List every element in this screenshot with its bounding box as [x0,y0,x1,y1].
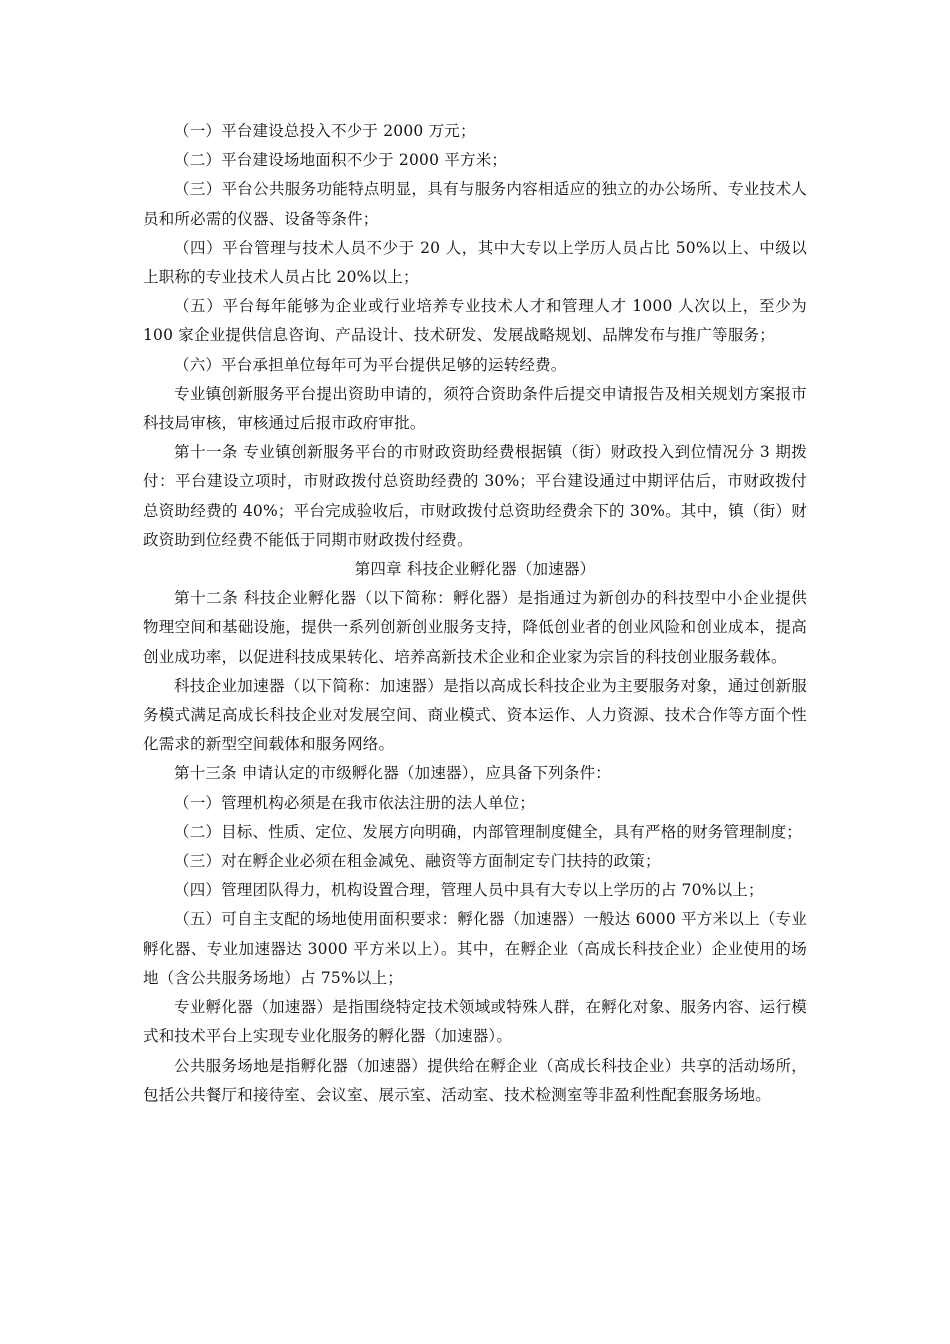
paragraph-condition-1: （一）管理机构必须是在我市依法注册的法人单位； [174,793,536,812]
paragraph-article-12: 第十二条 科技企业孵化器（以下简称：孵化器）是指通过为新创办的科技型中小企业提供物理空间和基础设施，提供一系列创新创业服务支持，降低创业者的创业风险和创业成本，提高创业成功率，以促进科技成果转化、培养高新技术企业和企业家为宗旨的科技创业服务载体。 [143,589,807,666]
paragraph-condition-3: （三）对在孵企业必须在租金减免、融资等方面制定专门扶持的政策； [174,852,661,871]
paragraph-condition-4: （四）管理团队得力，机构设置合理，管理人员中具有大专以上学历的占 70%以上； [174,881,764,900]
paragraph-condition-2: （二）目标、性质、定位、发展方向明确，内部管理制度健全，具有严格的财务管理制度； [174,822,803,841]
paragraph-clause-4: （四）平台管理与技术人员不少于 20 人，其中大专以上学历人员占比 50%以上、中级以上职称的专业技术人员占比 20%以上； [143,238,807,287]
paragraph-clause-2: （二）平台建设场地面积不少于 2000 平方米； [174,151,508,170]
paragraph-application-note: 专业镇创新服务平台提出资助申请的，须符合资助条件后提交申请报告及相关规划方案报市科技局审核，审核通过后报市政府审批。 [143,384,807,433]
paragraph-clause-1: （一）平台建设总投入不少于 2000 万元； [174,122,476,140]
paragraph-accelerator-definition: 科技企业加速器（以下简称：加速器）是指以高成长科技企业为主要服务对象，通过创新服务模式满足高成长科技企业对发展空间、商业模式、资本运作、人力资源、技术合作等方面个性化需求的新型空间载体和服务网络。 [143,676,807,754]
paragraph-public-service-space: 公共服务场地是指孵化器（加速器）提供给在孵企业（高成长科技企业）共享的活动场所，包括公共餐厅和接待室、会议室、展示室、活动室、技术检测室等非盈利性配套服务场地。 [143,1056,807,1104]
paragraph-clause-5: （五）平台每年能够为企业或行业培养专业技术人才和管理人才 1000 人次以上，至少为 100 家企业提供信息咨询、产品设计、技术研发、发展战略规划、品牌发布与推广等服务； [143,297,807,345]
chapter-heading: 第四章 科技企业孵化器（加速器） [354,560,596,579]
paragraph-specialized-incubator: 专业孵化器（加速器）是指围绕特定技术领域或特殊人群，在孵化对象、服务内容、运行模式和技术平台上实现专业化服务的孵化器（加速器）。 [143,998,807,1046]
paragraph-article-13: 第十三条 申请认定的市级孵化器（加速器），应具备下列条件： [174,764,611,783]
paragraph-clause-6: （六）平台承担单位每年可为平台提供足够的运转经费。 [174,355,567,374]
document-body [143,117,807,1110]
paragraph-clause-3: （三）平台公共服务功能特点明显，具有与服务内容相适应的独立的办公场所、专业技术人员和所必需的仪器、设备等条件； [143,180,807,228]
paragraph-condition-5: （五）可自主支配的场地使用面积要求：孵化器（加速器）一般达 6000 平方米以上（专业孵化器、专业加速器达 3000 平方米以上）。其中，在孵企业（高成长科技企业）企业使用的场地（含公共服务场地）占 75%以上； [143,910,807,987]
paragraph-article-11: 第十一条 专业镇创新服务平台的市财政资助经费根据镇（街）财政投入到位情况分 3 期拨付：平台建设立项时，市财政拨付总资助经费的 30%；平台建设通过中期评估后，市财政拨付总资助经费的 40%；平台完成验收后，市财政拨付总资助经费余下的 30%。其中，镇（街）财政资助到位经费不能低于同期市财政拨付经费。 [143,443,807,549]
